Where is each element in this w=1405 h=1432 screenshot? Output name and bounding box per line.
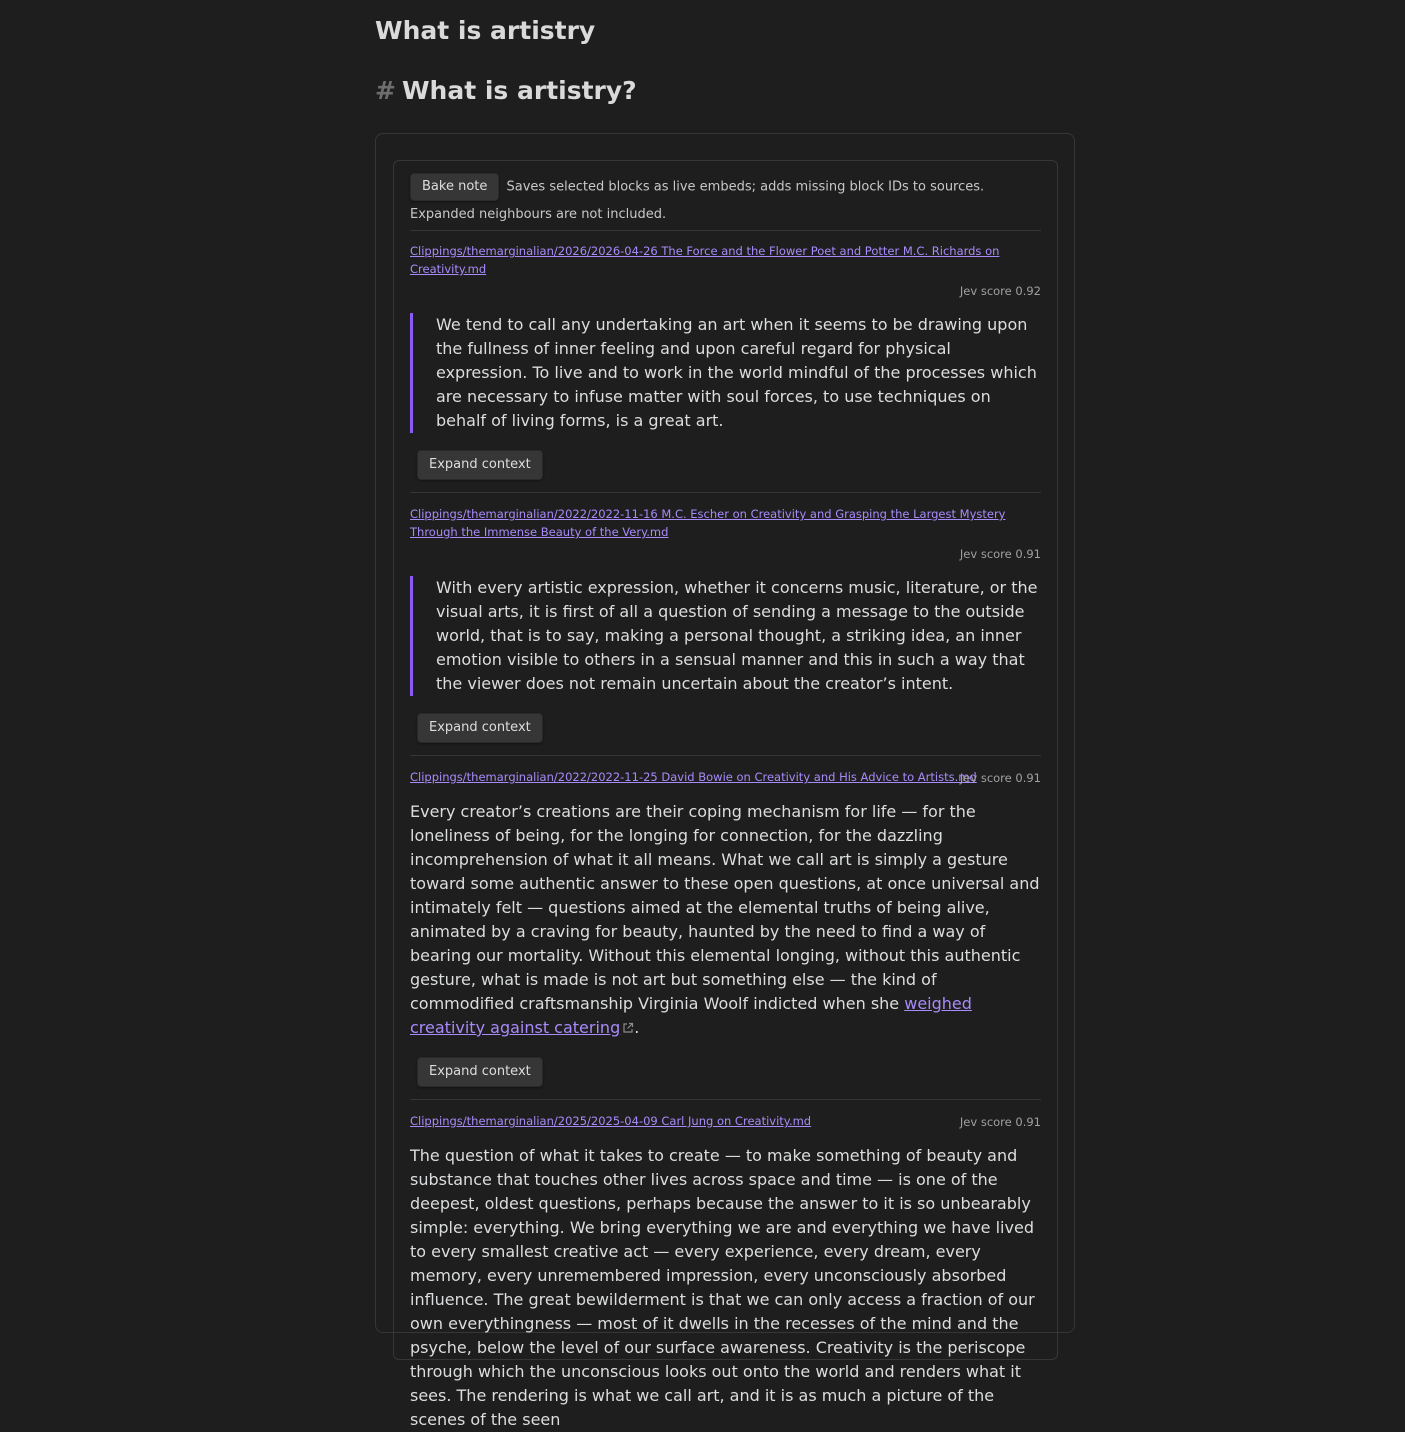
- result-quote: With every artistic expression, whether it concerns music, literature, or the visual arts, it is first of all a question of sending a message to the outside world, that is to say, making a personal thought, a striking idea, an inner emotion visible to others in a sensual manner and this in such a way that the viewer does not remain uncertain about the creator’s intent.: [410, 576, 1041, 696]
- result-paragraph: [410, 800, 1041, 1040]
- expand-context-button[interactable]: Expand context: [417, 450, 543, 480]
- result-item: [410, 492, 1041, 755]
- source-link[interactable]: Clippings/themarginalian/2026/2026-04-26 The Force and the Flower Poet and Potter M.C. Richards on Creativity.md: [410, 244, 1000, 276]
- score-label: Jev score 0.91: [959, 771, 1041, 785]
- source-link[interactable]: Clippings/themarginalian/2022/2022-11-25 David Bowie on Creativity and His Advice to Artists.md: [410, 770, 977, 784]
- result-quote: We tend to call any undertaking an art when it seems to be drawing upon the fullness of inner feeling and upon careful regard for physical expression. To live and to work in the world mindful of the processes which are necessary to infuse matter with soul forces, to use techniques on behalf of living forms, is a great art.: [410, 313, 1041, 433]
- result-header: [410, 505, 1041, 541]
- result-header: [410, 242, 1041, 278]
- heading-text: What is artistry?: [401, 76, 637, 105]
- search-results-container: [375, 133, 1075, 1429]
- result-header: [410, 1112, 1041, 1130]
- bake-note-button[interactable]: Bake note: [410, 173, 499, 201]
- expand-context-button[interactable]: Expand context: [417, 1057, 543, 1087]
- note-title: What is artistry: [375, 16, 596, 45]
- paragraph-text: Every creator’s creations are their coping mechanism for life — for the loneliness of being, for the longing for connection, for the dazzling incomprehension of what it all means. What we call art is simply a gesture toward some authentic answer to these open questions, at once universal and intimately felt — questions aimed at the elemental truths of being alive, animated by a craving for beauty, haunted by the need to find a way of bearing our mortality. Without this elemental longing, without this authentic gesture, what is made is not art but something else — the kind of commodified craftsmanship Virginia Woolf indicted when she: [410, 802, 1040, 1013]
- paragraph-end: .: [634, 1018, 640, 1037]
- source-link[interactable]: Clippings/themarginalian/2025/2025-04-09 Carl Jung on Creativity.md: [410, 1114, 812, 1128]
- bake-description: Saves selected blocks as live embeds; adds missing block IDs to sources. Expanded neighbours are not included.: [410, 179, 985, 222]
- result-header: [410, 768, 1041, 786]
- score-label: Jev score 0.91: [959, 547, 1041, 561]
- result-item: [410, 755, 1041, 1099]
- external-link-text: weighed creativity against catering: [410, 994, 972, 1037]
- score-label: Jev score 0.91: [959, 1115, 1041, 1129]
- external-link-icon: [622, 1022, 634, 1034]
- result-paragraph: The question of what it takes to create — to make something of beauty and substance that touches other lives across space and time — is one of the deepest, oldest questions, perhaps because the answer to it is so unbearably simple: everything. We bring everything we are and everything we have lived to every smallest creative act — every experience, every dream, every memory, every unremembered impression, every unconsciously absorbed influence. The great bewilderment is that we can only access a fraction of our own everythingness — most of it dwells in the recesses of the mind and the psyche, below the level of our surface awareness. Creativity is the periscope through which the unconscious looks out onto the world and renders what it sees. The rendering is what we call art, and it is as much a picture of the scenes of the seen: [410, 1146, 1035, 1429]
- results-panel: [393, 160, 1058, 1429]
- expand-context-button[interactable]: Expand context: [417, 713, 543, 743]
- bake-toolbar: [410, 173, 1041, 230]
- page-heading: [375, 76, 637, 105]
- score-label: Jev score 0.92: [959, 284, 1041, 298]
- result-item: [410, 1099, 1041, 1432]
- result-item: [410, 230, 1041, 492]
- source-link[interactable]: Clippings/themarginalian/2022/2022-11-16 M.C. Escher on Creativity and Grasping the Largest Mystery Through the Immense Beauty of the Very.md: [410, 507, 1006, 539]
- heading-hash: #: [375, 76, 396, 105]
